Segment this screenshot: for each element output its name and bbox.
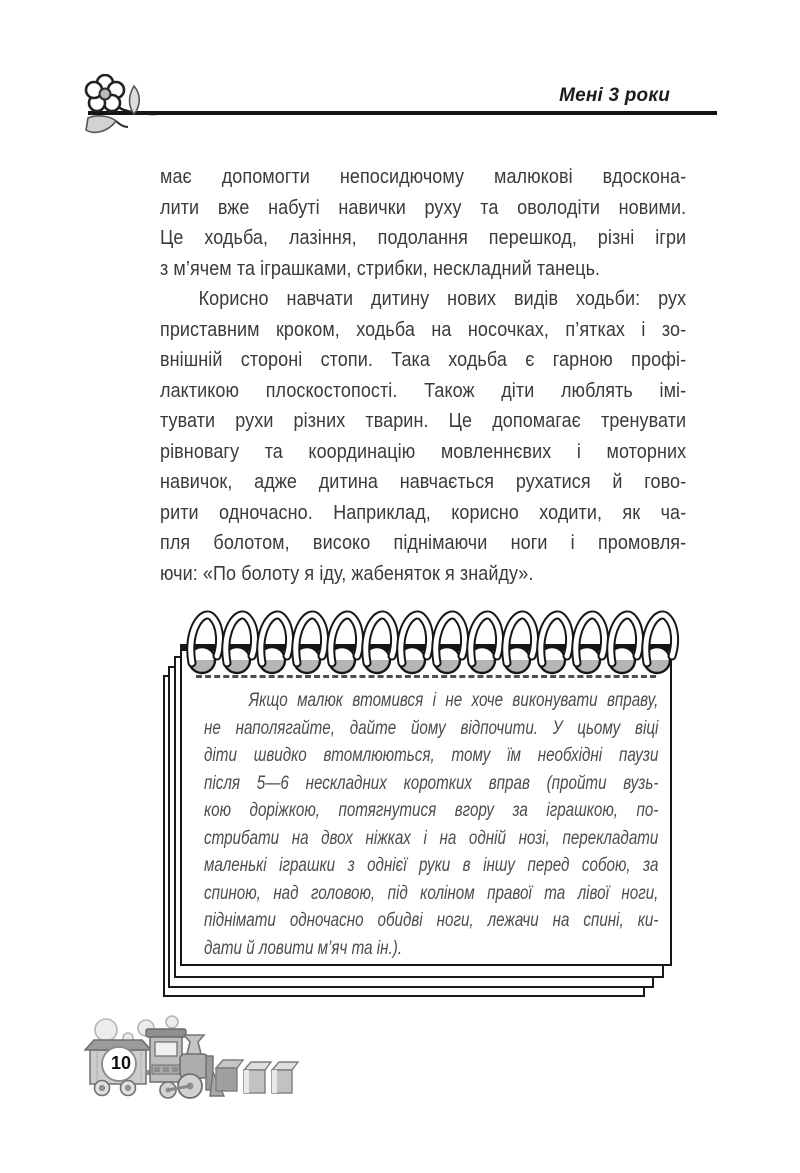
paragraph (160, 162, 760, 284)
note-line: кою доріжкою, потягнутися вгору за іграшкою, по- (204, 800, 659, 821)
text-line: рівновагу та координацію мовленнєвих і моторних (160, 439, 687, 463)
text-line: приставним кроком, ходьба на носочках, п’ятках і зо- (160, 317, 687, 341)
text-line: ючи: «По болоту я іду, жабеняток я знайду». (160, 561, 534, 585)
note-text (204, 687, 664, 962)
text-line: пля болотом, високо піднімаючи ноги і промовля- (160, 531, 687, 554)
note-line: діти швидко втомлюються, тому їм необхідні паузи (204, 745, 659, 766)
note-line: маленькі іграшки з однієї руки в іншу перед собою, за (204, 855, 659, 876)
spiral-rings-icon (182, 606, 682, 680)
note-line: спиною, над головою, під коліном правої та лівої ноги, (204, 882, 659, 904)
note-line: не наполягайте, дайте йому відпочити. У цьому віці (204, 717, 659, 739)
note-line: стрибати на двох ніжках і на одній нозі, перекладати (204, 827, 659, 849)
page-number: 10 (110, 1053, 132, 1073)
text-line: рити одночасно. Наприклад, корисно ходити, як ча- (160, 500, 687, 524)
notebook-page (180, 644, 672, 966)
notebook-callout (158, 604, 698, 1008)
text-line: Це ходьба, лазіння, подолання перешкод, різні ігри (160, 226, 687, 249)
locomotive (146, 1029, 224, 1098)
building-cubes-icon (216, 1060, 298, 1093)
note-line: дати й ловити м’яч та ін.). (204, 937, 403, 959)
flower-branch-icon (78, 74, 158, 146)
text-line: Корисно навчати дитину нових видів ходьби: рух (198, 287, 687, 310)
text-line: лити вже набуті навички руху та оволодіти новими. (160, 195, 687, 219)
article-body (160, 162, 760, 589)
text-line: лактикою плоскостопості. Також діти люблять імі- (160, 378, 687, 402)
text-line: тувати рухи різних тварин. Це допомагає тренувати (160, 409, 687, 432)
header-rule (88, 111, 717, 115)
paragraph (160, 284, 760, 589)
text-line: внішній стороні стопи. Така ходьба є гарною профі- (160, 348, 687, 371)
text-line: має допомогти непосидючому малюкові вдоскона- (160, 165, 687, 188)
text-line: з м’ячем та іграшками, стрибки, нескладний танець. (160, 256, 601, 280)
running-head-title: Мені 3 роки (559, 85, 670, 106)
note-line: піднімати одночасно обидві ноги, лежачи на спині, ки- (204, 910, 659, 931)
text-line: навичок, адже дитина навчається рухатися й гово- (160, 470, 687, 493)
note-line: після 5—6 нескладних коротких вправ (пройти вузь- (204, 772, 659, 794)
note-line: Якщо малюк втомився і не хоче виконувати вправу, (248, 690, 659, 711)
